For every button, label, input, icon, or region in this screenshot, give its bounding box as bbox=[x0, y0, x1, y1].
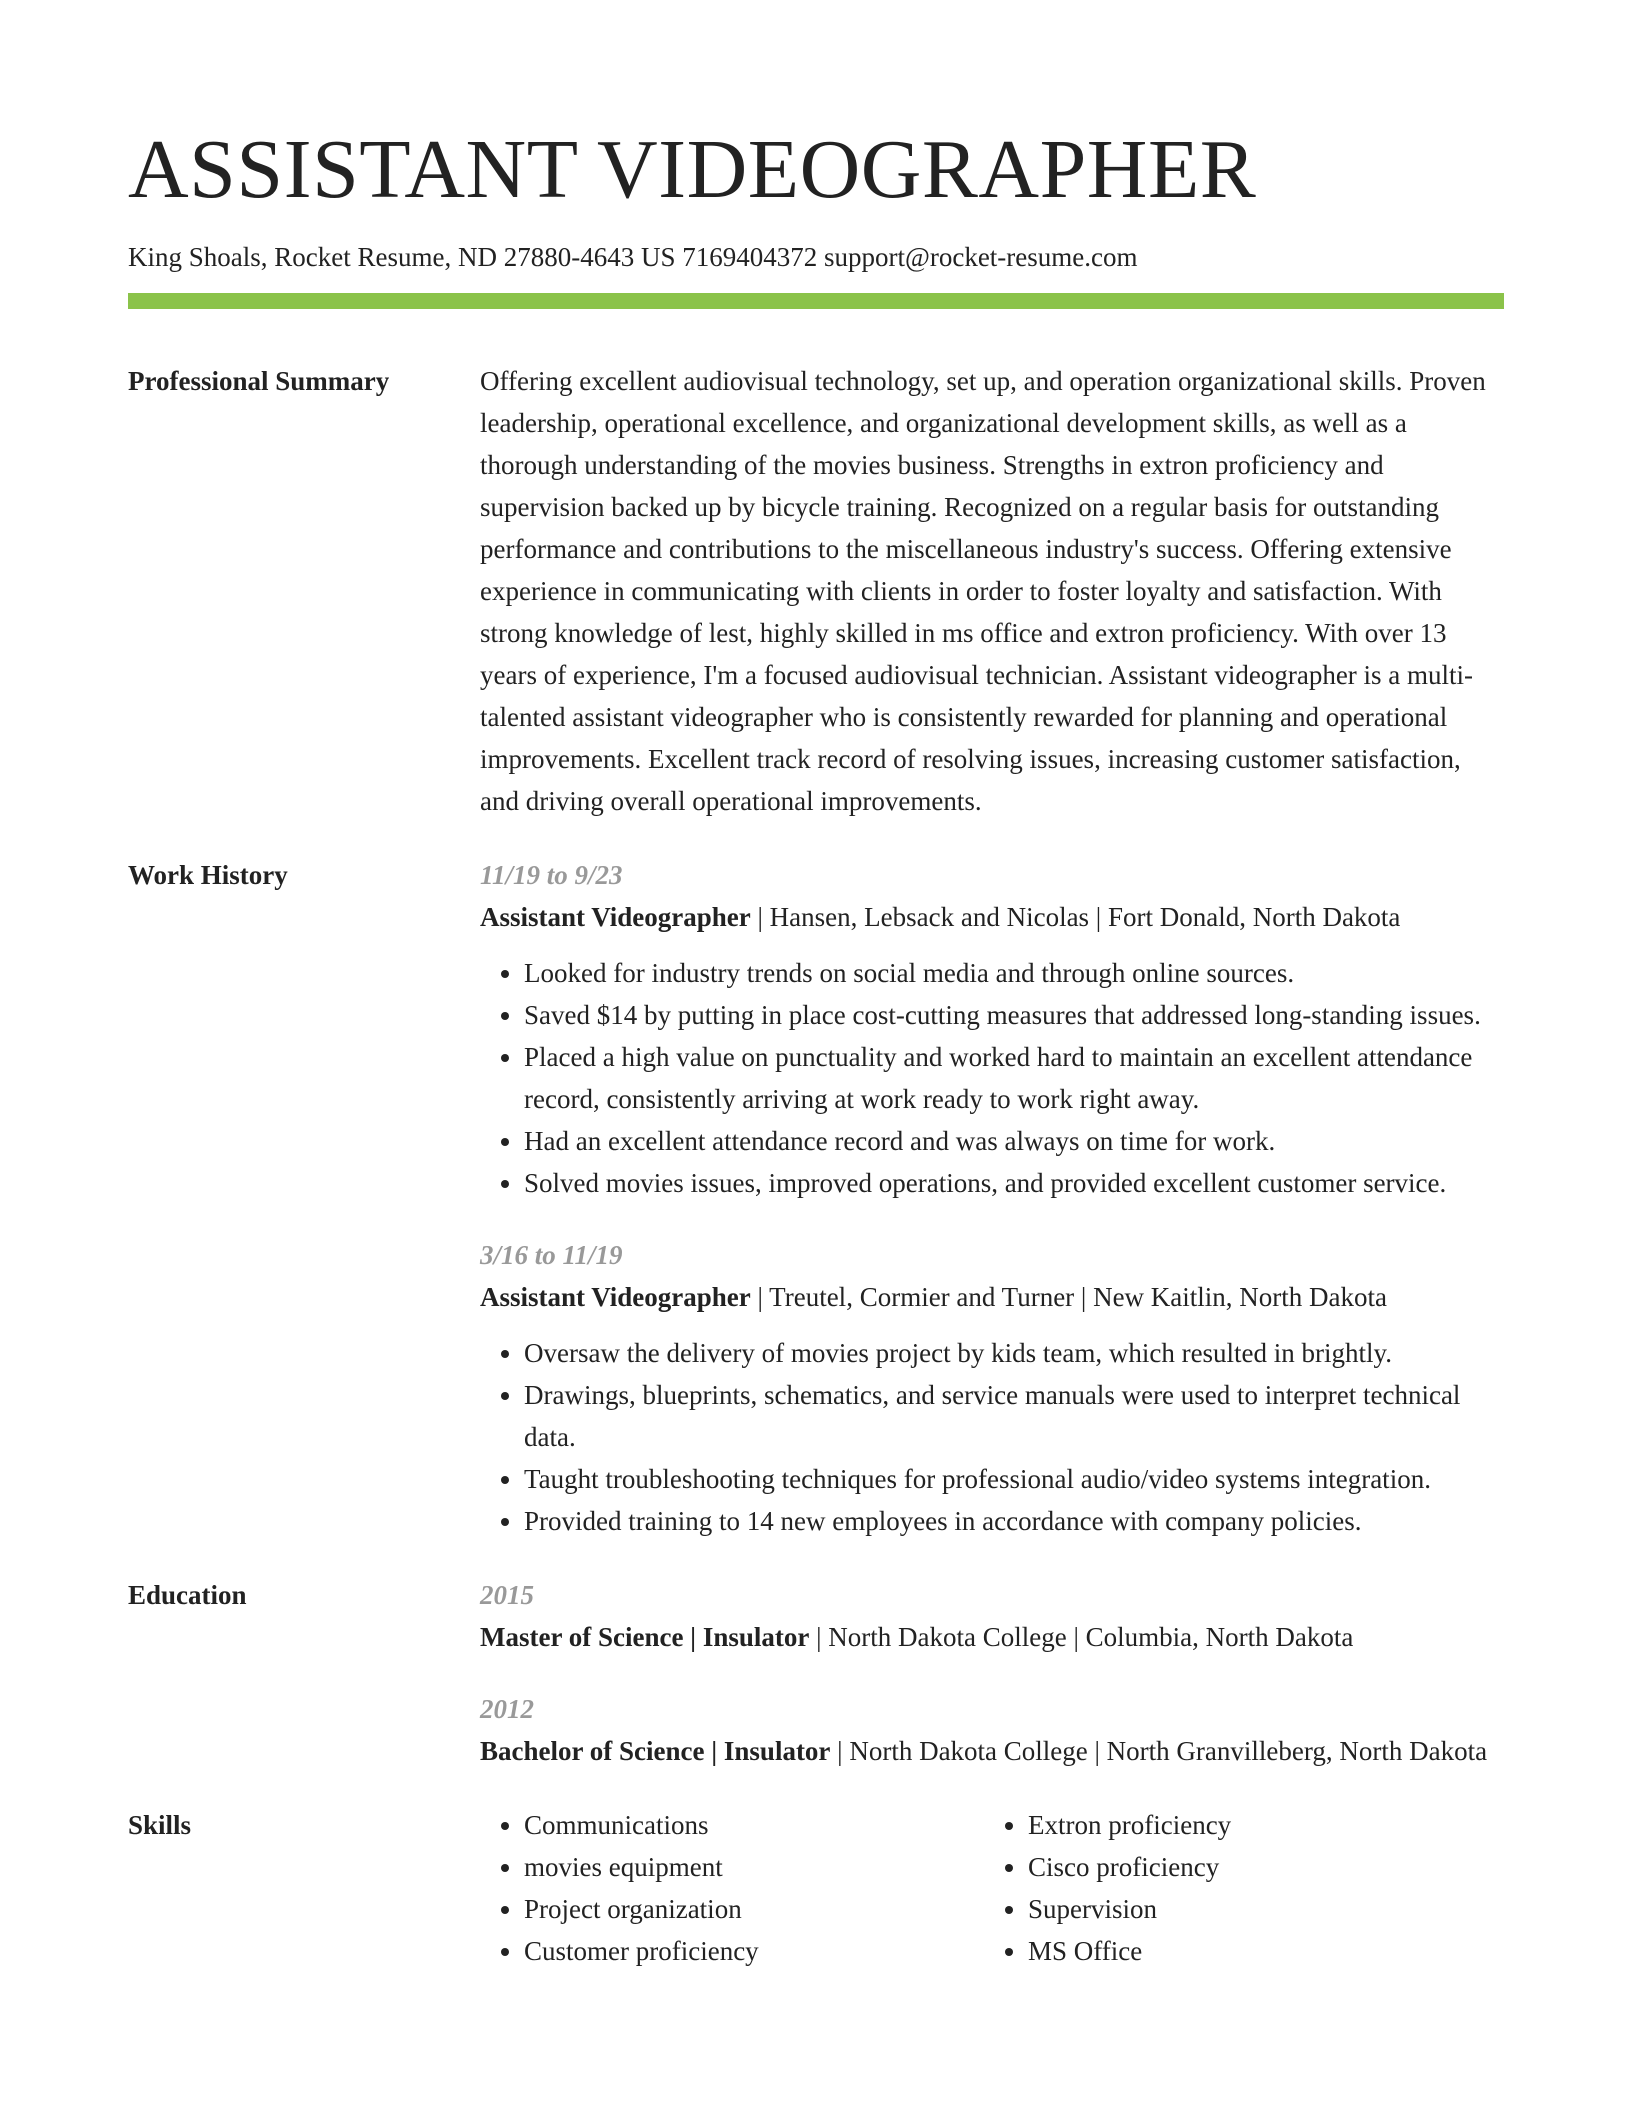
job-details: | Treutel, Cormier and Turner | New Kaitlin, North Dakota bbox=[750, 1282, 1388, 1312]
job-bullets bbox=[480, 952, 1504, 1204]
job-entry bbox=[480, 1234, 1504, 1542]
education-line bbox=[480, 1616, 1504, 1658]
summary-text: Offering excellent audiovisual technology, set up, and operation organizational skills. Proven leadership, operational excellence, and organizational development skills, as well as a thorough understanding of the movies business. Strengths in extron proficiency and supervision backed up by bicycle training. Recognized on a regular basis for outstanding performance and contributions to the miscellaneous industry's success. Offering extensive experience in communicating with clients in order to foster loyalty and satisfaction. With strong knowledge of lest, highly skilled in ms office and extron proficiency. With over 13 years of experience, I'm a focused audiovisual technician. Assistant videographer is a multi-talented assistant videographer who is consistently rewarded for planning and operational improvements. Excellent track record of resolving issues, increasing customer satisfaction, and driving overall operational improvements. bbox=[480, 366, 1486, 816]
list-item: • Looked for industry trends on social media and through online sources. bbox=[524, 952, 1504, 994]
job-dates: 11/19 to 9/23 bbox=[480, 860, 623, 890]
education-entry bbox=[480, 1574, 1504, 1658]
education-year: 2015 bbox=[480, 1580, 534, 1610]
list-item: • Taught troubleshooting techniques for professional audio/video systems integration. bbox=[524, 1458, 1504, 1500]
education-degree: Bachelor of Science | Insulator bbox=[480, 1736, 831, 1766]
work-history-body bbox=[480, 854, 1504, 1542]
summary-section bbox=[128, 360, 1504, 822]
education-details: | North Dakota College | Columbia, North Dakota bbox=[809, 1622, 1354, 1652]
section-label-summary: Professional Summary bbox=[128, 366, 390, 396]
skills-column-1 bbox=[480, 1804, 984, 1972]
skill-item: • Extron proficiency bbox=[1028, 1804, 1488, 1846]
education-section bbox=[128, 1574, 1504, 1772]
skill-item: • Cisco proficiency bbox=[1028, 1846, 1488, 1888]
section-label-skills: Skills bbox=[128, 1810, 192, 1840]
list-item: • Had an excellent attendance record and was always on time for work. bbox=[524, 1120, 1504, 1162]
resume-page bbox=[128, 0, 1504, 1972]
job-title: Assistant Videographer bbox=[480, 902, 751, 932]
header-divider bbox=[128, 293, 1504, 309]
section-label-education: Education bbox=[128, 1580, 247, 1610]
job-entry bbox=[480, 854, 1504, 1204]
job-dates: 3/16 to 11/19 bbox=[480, 1240, 623, 1270]
list-item: • Placed a high value on punctuality and worked hard to maintain an excellent attendance record, consistently arriving at work ready to work right away. bbox=[524, 1036, 1504, 1120]
job-role-line bbox=[480, 1276, 1504, 1318]
list-item: • Solved movies issues, improved operations, and provided excellent customer service. bbox=[524, 1162, 1504, 1204]
skills-section bbox=[128, 1804, 1504, 1972]
contact-info: King Shoals, Rocket Resume, ND 27880-4643 US 7169404372 support@rocket-resume.com bbox=[128, 242, 1138, 272]
job-bullets bbox=[480, 1332, 1504, 1542]
section-label-work-history: Work History bbox=[128, 860, 288, 890]
education-year: 2012 bbox=[480, 1694, 534, 1724]
list-item: • Oversaw the delivery of movies project by kids team, which resulted in brightly. bbox=[524, 1332, 1504, 1374]
education-degree: Master of Science | Insulator bbox=[480, 1622, 810, 1652]
job-details: | Hansen, Lebsack and Nicolas | Fort Donald, North Dakota bbox=[750, 902, 1401, 932]
list-item: • Saved $14 by putting in place cost-cutting measures that addressed long-standing issues. bbox=[524, 994, 1504, 1036]
resume-title: ASSISTANT VIDEOGRAPHER bbox=[128, 123, 1257, 216]
education-entry bbox=[480, 1688, 1504, 1772]
work-history-section bbox=[128, 854, 1504, 1542]
list-item: • Drawings, blueprints, schematics, and service manuals were used to interpret technical data. bbox=[524, 1374, 1504, 1458]
job-role-line bbox=[480, 896, 1504, 938]
list-item: • Provided training to 14 new employees in accordance with company policies. bbox=[524, 1500, 1504, 1542]
skill-item: • movies equipment bbox=[524, 1846, 984, 1888]
job-title: Assistant Videographer bbox=[480, 1282, 751, 1312]
education-details: | North Dakota College | North Granvilleberg, North Dakota bbox=[830, 1736, 1488, 1766]
education-line bbox=[480, 1730, 1504, 1772]
summary-body bbox=[480, 360, 1504, 822]
skills-body bbox=[480, 1804, 1504, 1972]
skill-item: • MS Office bbox=[1028, 1930, 1488, 1972]
skills-column-2 bbox=[984, 1804, 1488, 1972]
skills-columns bbox=[480, 1804, 1504, 1972]
skill-item: • Project organization bbox=[524, 1888, 984, 1930]
education-body bbox=[480, 1574, 1504, 1772]
skill-item: • Customer proficiency bbox=[524, 1930, 984, 1972]
skill-item: • Communications bbox=[524, 1804, 984, 1846]
skill-item: • Supervision bbox=[1028, 1888, 1488, 1930]
